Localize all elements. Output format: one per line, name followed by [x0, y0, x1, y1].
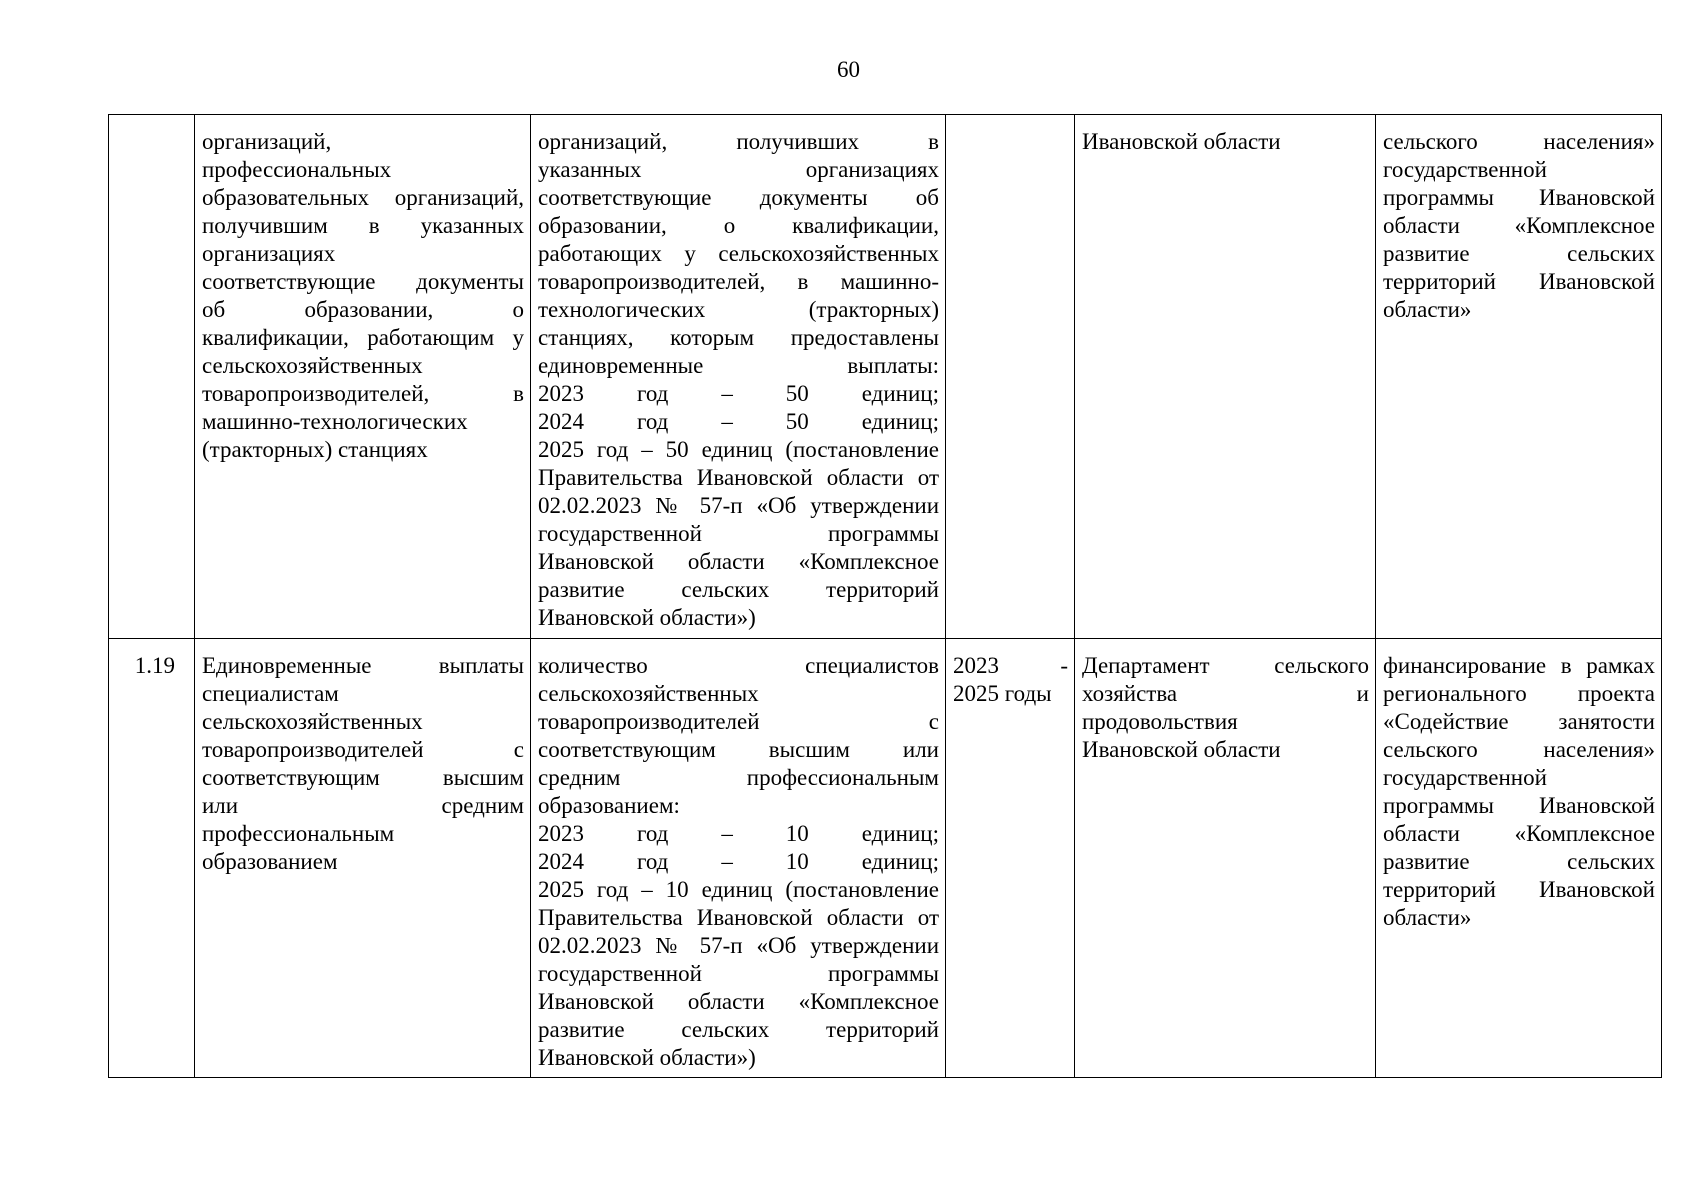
text-line: 2025 годы [953, 681, 1052, 706]
text-line: Ивановской области») [538, 1045, 756, 1070]
text-line: хозяйства и [1082, 681, 1369, 706]
text-line: государственной [1383, 765, 1547, 790]
text-line: финансирование в рамках [1383, 653, 1655, 678]
text-line: указанных организациях [538, 157, 939, 182]
text-line: сельского населения» [1383, 737, 1655, 762]
text-line: образованием [202, 849, 338, 874]
text-line: соответствующие документы об [538, 185, 939, 210]
text-line: области» [1383, 905, 1472, 930]
text-line: сельскохозяйственных [538, 681, 759, 706]
funding-source-cell [1376, 115, 1662, 639]
text-line: программы Ивановской [1383, 793, 1655, 818]
text-line: 2025 год – 50 единиц (постановление [538, 437, 939, 462]
text-line: Департамент сельского [1082, 653, 1369, 678]
text-line: специалистам [202, 681, 339, 706]
text-line: области «Комплексное [1383, 213, 1655, 238]
page-number: 60 [837, 57, 860, 82]
measure-name-cell [195, 639, 531, 1078]
executor-cell [1075, 115, 1376, 639]
text-line: образовательных организаций, [202, 185, 524, 210]
text-line: программы Ивановской [1383, 185, 1655, 210]
text-line: Ивановской области «Комплексное [538, 989, 939, 1014]
text-line: сельского населения» [1383, 129, 1655, 154]
text-line: 2024 год – 10 единиц; [538, 849, 939, 874]
text-line: 02.02.2023 № 57-п «Об утверждении [538, 933, 939, 958]
text-line: соответствующие документы [202, 269, 524, 294]
text-line: Ивановской области [1082, 129, 1281, 154]
text-line: регионального проекта [1383, 681, 1655, 706]
text-line: территорий Ивановской [1383, 269, 1655, 294]
text-line: образованием: [538, 793, 680, 818]
text-line: товаропроизводителей, в [202, 381, 524, 406]
text-line: развитие сельских территорий [538, 577, 939, 602]
text-line: количество специалистов [538, 653, 939, 678]
text-line: Правительства Ивановской области от [538, 905, 939, 930]
period-cell [946, 639, 1075, 1078]
text-line: сельскохозяйственных [202, 353, 423, 378]
text-line: области «Комплексное [1383, 821, 1655, 846]
text-line: машинно-технологических [202, 409, 468, 434]
text-line: развитие сельских территорий [538, 1017, 939, 1042]
text-line: области» [1383, 297, 1472, 322]
text-line: Ивановской области «Комплексное [538, 549, 939, 574]
text-line: сельскохозяйственных [202, 709, 423, 734]
text-line: (тракторных) станциях [202, 437, 428, 462]
text-line: 2023 - [953, 653, 1068, 678]
text-line: или средним [202, 793, 524, 818]
executor-cell [1075, 639, 1376, 1078]
text-line: единовременные выплаты: [538, 353, 939, 378]
text-line: 02.02.2023 № 57-п «Об утверждении [538, 493, 939, 518]
text-line: Ивановской области») [538, 605, 756, 630]
row-number-cell: 1.19 [109, 639, 195, 1078]
text-line: государственной [1383, 157, 1547, 182]
table-row [109, 115, 1662, 639]
period-cell [946, 115, 1075, 639]
indicator-cell [531, 115, 946, 639]
text-line: товаропроизводителей с [538, 709, 939, 734]
text-line: продовольствия [1082, 709, 1238, 734]
measures-table [108, 114, 1662, 1078]
text-line: профессиональным [202, 821, 395, 846]
indicator-cell [531, 639, 946, 1078]
text-line: товаропроизводителей, в машинно- [538, 269, 939, 294]
funding-source-cell [1376, 639, 1662, 1078]
text-line: организаций, [202, 129, 332, 154]
text-line: развитие сельских [1383, 241, 1655, 266]
text-line: 2023 год – 50 единиц; [538, 381, 939, 406]
text-line: работающих у сельскохозяйственных [538, 241, 939, 266]
measure-name-cell [195, 115, 531, 639]
text-line: 2024 год – 50 единиц; [538, 409, 939, 434]
text-line: Правительства Ивановской области от [538, 465, 939, 490]
text-line: организациях [202, 241, 336, 266]
text-line: государственной программы [538, 961, 939, 986]
text-line: соответствующим высшим или [538, 737, 939, 762]
text-line: квалификации, работающим у [202, 325, 524, 350]
text-line: технологических (тракторных) [538, 297, 939, 322]
text-line: 2025 год – 10 единиц (постановление [538, 877, 939, 902]
table-row [109, 639, 1662, 1078]
text-line: Единовременные выплаты [202, 653, 524, 678]
row-number-cell [109, 115, 195, 639]
text-line: организаций, получивших в [538, 129, 939, 154]
text-line: средним профессиональным [538, 765, 939, 790]
text-line: получившим в указанных [202, 213, 524, 238]
text-line: развитие сельских [1383, 849, 1655, 874]
text-line: станциях, которым предоставлены [538, 325, 939, 350]
text-line: государственной программы [538, 521, 939, 546]
text-line: товаропроизводителей с [202, 737, 524, 762]
text-line: территорий Ивановской [1383, 877, 1655, 902]
text-line: Ивановской области [1082, 737, 1281, 762]
text-line: соответствующим высшим [202, 765, 524, 790]
text-line: «Содействие занятости [1383, 709, 1655, 734]
text-line: образовании, о квалификации, [538, 213, 939, 238]
text-line: 2023 год – 10 единиц; [538, 821, 939, 846]
text-line: об образовании, о [202, 297, 524, 322]
text-line: профессиональных [202, 157, 392, 182]
